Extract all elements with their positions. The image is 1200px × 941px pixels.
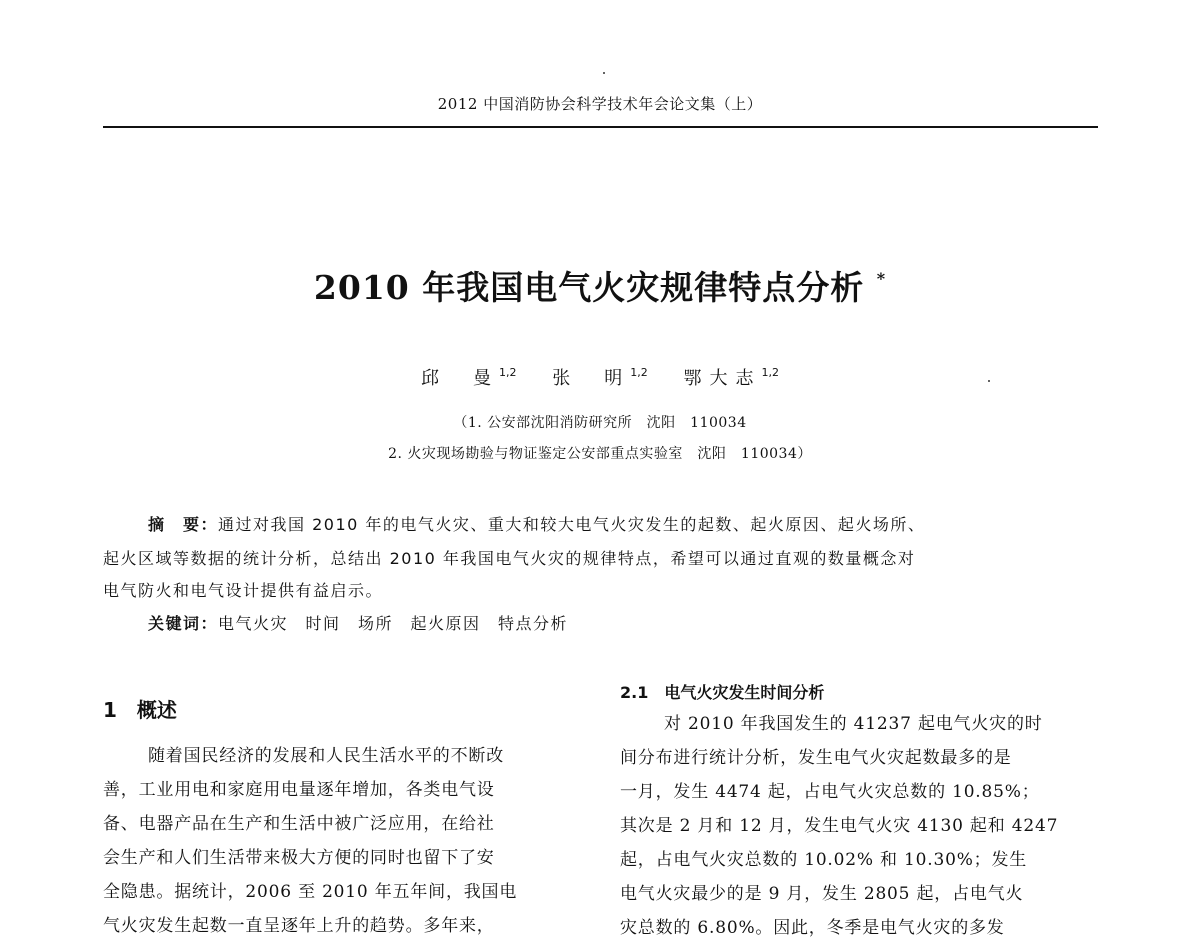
paper-title-text: 2010 年我国电气火灾规律特点分析 — [313, 268, 865, 307]
author-name: 邱 曼 — [421, 368, 500, 389]
running-header: 2012 中国消防协会科学技术年会论文集（上） — [437, 95, 763, 113]
abstract-line — [148, 512, 925, 535]
abstract-text: 通过对我国 2010 年的电气火灾、重大和较大电气火灾发生的起数、起火原因、起火场所、 — [218, 515, 926, 534]
author — [552, 368, 648, 389]
scan-speck — [603, 72, 605, 74]
affiliation-line-1: （1. 公安部沈阳消防研究所 沈阳 110034 — [453, 415, 747, 431]
paper-title — [0, 262, 1200, 309]
author-affiliation-marker: 1,2 — [499, 366, 517, 379]
author-name: 张 明 — [552, 368, 631, 389]
author — [421, 368, 517, 389]
author-affiliation-marker: 1,2 — [761, 366, 779, 379]
keywords-line — [148, 611, 568, 634]
body-text-line: 起，占电气火灾总数的 10.02% 和 10.30%；发生 — [620, 850, 1028, 870]
keywords-label: 关键词： — [148, 614, 219, 633]
body-text-line: 会生产和人们生活带来极大方便的同时也留下了安 — [103, 848, 495, 868]
body-text-line: 全隐患。据统计，2006 至 2010 年五年间，我国电 — [103, 882, 518, 902]
affiliation-line-2: 2. 火灾现场勘验与物证鉴定公安部重点实验室 沈阳 110034） — [388, 446, 812, 462]
keywords-text: 电气火灾 时间 场所 起火原因 特点分析 — [218, 614, 569, 633]
body-text-line: 备、电器产品在生产和生活中被广泛应用，在给社 — [103, 814, 495, 834]
body-text-line: 电气火灾最少的是 9 月，发生 2805 起，占电气火 — [620, 884, 1024, 904]
body-text-line: 随着国民经济的发展和人民生活水平的不断改 — [148, 746, 504, 766]
body-text-line: 间分布进行统计分析，发生电气火灾起数最多的是 — [620, 748, 1012, 768]
body-text-line: 气火灾发生起数一直呈逐年上升的趋势。多年来， — [103, 916, 495, 936]
subsection-heading: 2.1 电气火灾发生时间分析 — [620, 683, 825, 702]
abstract-line: 电气防火和电气设计提供有益启示。 — [103, 581, 384, 600]
body-text-line: 其次是 2 月和 12 月，发生电气火灾 4130 起和 4247 — [620, 816, 1059, 836]
body-text-line: 善，工业用电和家庭用电量逐年增加，各类电气设 — [103, 780, 495, 800]
author-list — [0, 364, 1200, 390]
section-heading: 1 概述 — [103, 698, 177, 722]
body-text-line: 灾总数的 6.80%。因此，冬季是电气火灾的多发 — [620, 918, 1005, 938]
author-affiliation-marker: 1,2 — [630, 366, 648, 379]
abstract-label: 摘 要： — [148, 515, 219, 534]
author — [683, 368, 779, 389]
abstract-line: 起火区域等数据的统计分析，总结出 2010 年我国电气火灾的规律特点，希望可以通过直观的数量概念对 — [103, 549, 916, 568]
header-rule — [103, 126, 1098, 128]
body-text-line: 一月，发生 4474 起，占电气火灾总数的 10.85%； — [620, 782, 1040, 802]
title-footnote-marker: * — [876, 269, 887, 288]
scan-speck — [988, 380, 990, 382]
author-name: 鄂大志 — [683, 368, 762, 389]
body-text-line: 对 2010 年我国发生的 41237 起电气火灾的时 — [664, 714, 1043, 734]
